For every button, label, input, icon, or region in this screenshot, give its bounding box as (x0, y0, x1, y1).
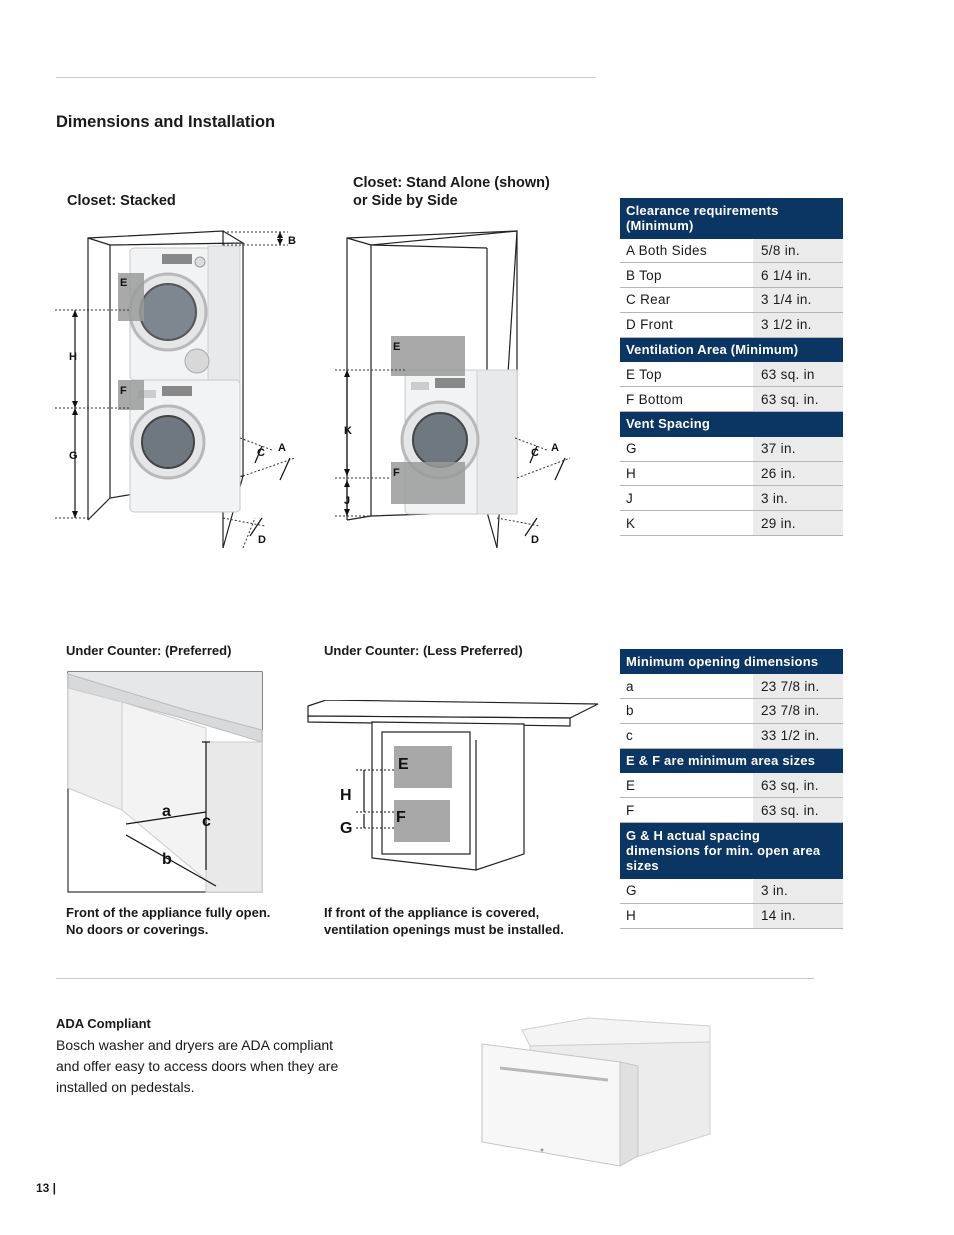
table-cell: 26 in. (753, 461, 843, 486)
table-cell: F (620, 798, 753, 823)
table-cell: 63 sq. in. (753, 773, 843, 798)
under-counter-less-preferred-diagram (306, 700, 602, 872)
ventilation-header: Ventilation Area (Minimum) (620, 337, 843, 362)
label-b: b (162, 851, 172, 868)
table-cell: 3 in. (753, 879, 843, 904)
table-cell: 23 7/8 in. (753, 674, 843, 699)
under-counter-preferred-diagram (66, 670, 266, 896)
label-e: E (120, 277, 128, 289)
under-preferred-caption: Under Counter: (Preferred) (66, 643, 232, 658)
table-cell: F Bottom (620, 387, 753, 412)
table-cell: a (620, 674, 753, 699)
table-cell: 33 1/2 in. (753, 723, 843, 748)
table-cell: 3 in. (753, 486, 843, 511)
vent-spacing-header: Vent Spacing (620, 412, 843, 437)
table-cell: 14 in. (753, 903, 843, 928)
spacing-header: G & H actual spacing dimensions for min. open area sizes (620, 823, 843, 879)
table-cell: G (620, 436, 753, 461)
table-cell: 63 sq. in (753, 362, 843, 387)
ada-line1: Bosch washer and dryers are ADA compliant (56, 1037, 334, 1053)
less-preferred-note-line1: If front of the appliance is covered, (324, 905, 540, 920)
table-cell: c (620, 723, 753, 748)
opening-dimensions-table (620, 649, 843, 929)
label-k: K (344, 425, 352, 437)
table-cell: G (620, 879, 753, 904)
label-a: A (278, 442, 286, 454)
table-cell: A Both Sides (620, 238, 753, 263)
label-f: F (120, 385, 127, 397)
area-header: E & F are minimum area sizes (620, 748, 843, 773)
label-g: G (340, 820, 353, 837)
label-e: E (393, 341, 401, 353)
stacked-closet-diagram (50, 218, 310, 558)
ada-title: ADA Compliant (56, 1016, 151, 1031)
table-cell: b (620, 699, 753, 724)
label-a: A (551, 442, 559, 454)
preferred-note-line1: Front of the appliance fully open. (66, 905, 271, 920)
table-cell: H (620, 461, 753, 486)
label-e: E (398, 756, 409, 773)
stacked-caption: Closet: Stacked (67, 193, 176, 209)
stand-alone-caption-line1: Closet: Stand Alone (shown) (353, 175, 550, 191)
ada-line2: and offer easy to access doors when they are (56, 1058, 339, 1074)
table-cell: D Front (620, 312, 753, 337)
label-f: F (396, 809, 406, 826)
clearance-header: Clearance requirements (Minimum) (620, 198, 843, 238)
less-preferred-note-line2: ventilation openings must be installed. (324, 922, 564, 937)
label-c: c (202, 813, 211, 830)
table-cell: J (620, 486, 753, 511)
pedestal-image (478, 1016, 716, 1172)
under-less-caption: Under Counter: (Less Preferred) (324, 643, 523, 658)
label-c: C (531, 447, 539, 459)
table-cell: 6 1/4 in. (753, 263, 843, 288)
table-cell: 63 sq. in. (753, 798, 843, 823)
bottom-divider (56, 978, 814, 979)
stand-alone-closet-diagram (325, 218, 585, 558)
label-d: D (258, 534, 266, 546)
table-cell: 37 in. (753, 436, 843, 461)
top-divider (56, 77, 596, 78)
table-cell: 5/8 in. (753, 238, 843, 263)
label-h: H (340, 787, 352, 804)
preferred-note-line2: No doors or coverings. (66, 922, 209, 937)
label-j: J (344, 495, 351, 507)
label-b: B (288, 235, 296, 247)
table-cell: 3 1/4 in. (753, 288, 843, 313)
table-cell: 3 1/2 in. (753, 312, 843, 337)
table-cell: E Top (620, 362, 753, 387)
label-g: G (69, 450, 78, 462)
table-cell: B Top (620, 263, 753, 288)
table-cell: 23 7/8 in. (753, 699, 843, 724)
label-h: H (69, 351, 77, 363)
table-cell: E (620, 773, 753, 798)
table-cell: H (620, 903, 753, 928)
section-title: Dimensions and Installation (56, 113, 276, 131)
stand-alone-caption-line2: or Side by Side (353, 193, 458, 209)
table-cell: 63 sq. in. (753, 387, 843, 412)
label-c: C (257, 447, 265, 459)
table-cell: K (620, 511, 753, 536)
table-cell: 29 in. (753, 511, 843, 536)
label-d: D (531, 534, 539, 546)
label-a: a (162, 803, 171, 820)
page-number: 13 | (36, 1181, 57, 1195)
ada-line3: installed on pedestals. (56, 1079, 195, 1095)
opening-header: Minimum opening dimensions (620, 649, 843, 674)
clearance-table (620, 198, 843, 536)
label-f: F (393, 467, 400, 479)
table-cell: C Rear (620, 288, 753, 313)
